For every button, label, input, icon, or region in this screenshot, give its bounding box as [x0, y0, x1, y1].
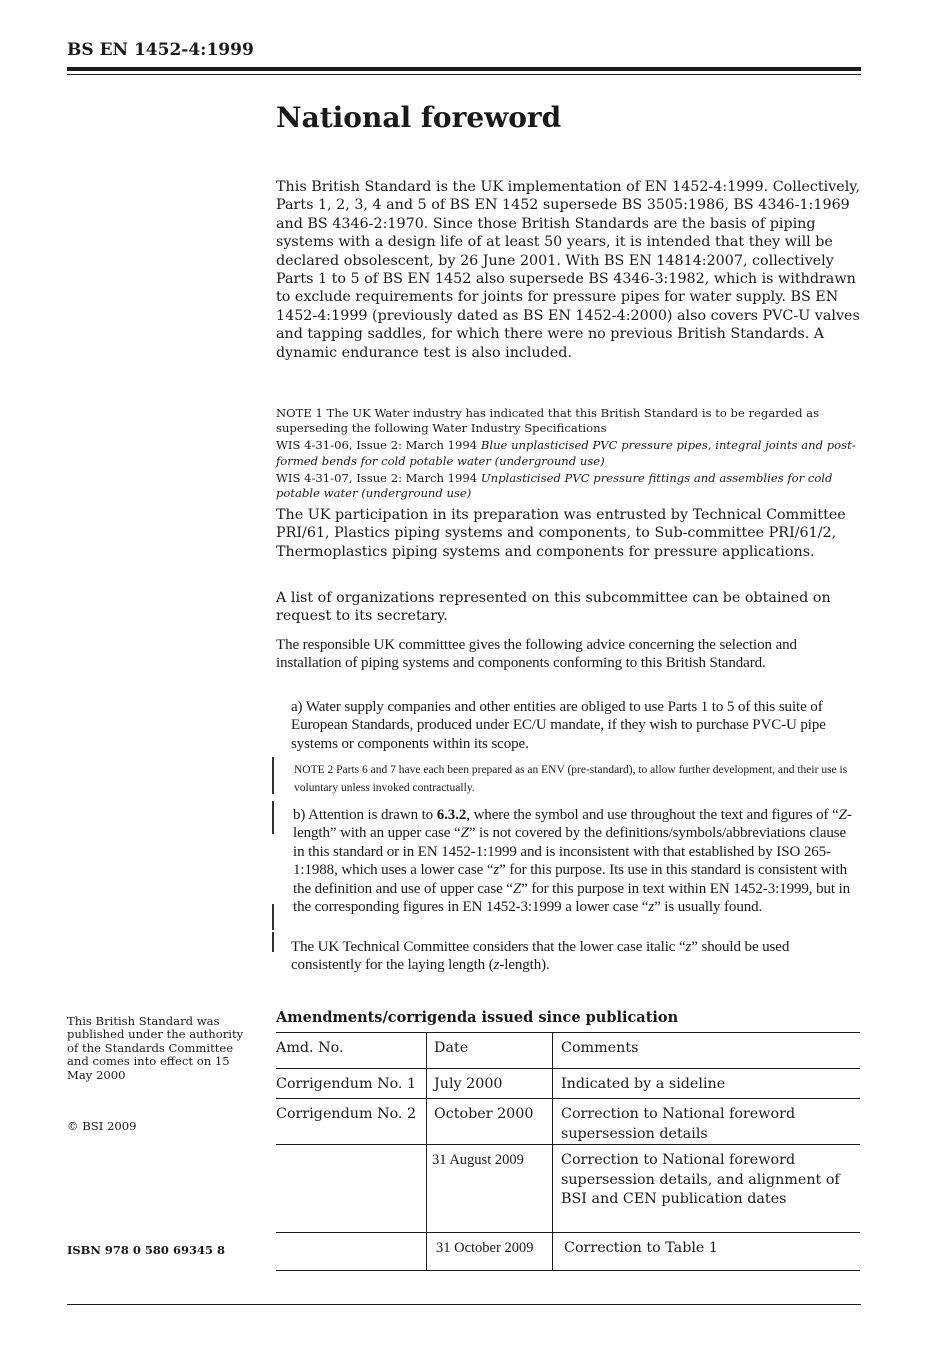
date-cell: 31 October 2009 — [427, 1233, 553, 1271]
publication-note: This British Standard was published under the authority of the Standards Committee and comes into effect on 15 May 2000 — [67, 1014, 244, 1082]
copyright: © BSI 2009 — [67, 1119, 137, 1133]
date-cell: October 2000 — [427, 1099, 553, 1145]
advice-block — [276, 636, 861, 673]
header-rule-thick — [67, 67, 861, 71]
wis1-entry — [276, 438, 861, 468]
amendments-title: Amendments/corrigenda issued since publication — [276, 1009, 679, 1026]
amd-cell: Corrigendum No. 2 — [276, 1099, 427, 1145]
wis2-entry — [276, 471, 861, 501]
item-b: b) Attention is drawn to 6.3.2, where the symbol and use throughout the text and figures of “Z-length” with an upper case “Z” is not covered by the definitions/symbols/abbreviations clause in this standard or in EN 1452-1:1999 and is inconsistent with that established by ISO 265-1:1988, which uses a lower case “z” for this purpose. Its use in this standard is consistent with the definition and use of upper case “Z” for this purpose in text within EN 1452-3:1999, but in the corresponding figures in EN 1452-3:1999 a lower case “z” is usually found. — [293, 807, 852, 916]
table-header-row — [276, 1033, 860, 1069]
sidebar-line — [272, 932, 274, 952]
organizations-paragraph: A list of organizations represented on this subcommittee can be obtained on request to its secretary. — [276, 590, 831, 625]
note1-block — [276, 406, 861, 501]
table-row — [276, 1069, 860, 1099]
intro-paragraph: This British Standard is the UK implementation of EN 1452-4:1999. Collectively, Parts 1, 2, 3, 4 and 5 of BS EN 1452 supersede BS 3505:1986, BS 4346-1:1969 and BS 4346-2:1970. Since those British Standards are the basis of piping systems with a design life of at least 50 years, it is intended that they will be declared obsolescent, by 26 June 2001. With BS EN 14814:2007, collectively Parts 1 to 5 of BS EN 1452 also supersede BS 4346-3:1982, which is withdrawn to exclude requirements for joints for pressure pipes for water supply. BS EN 1452-4:1999 (previously dated as BS EN 1452-4:2000) also covers PVC-U valves and tapping saddles, for which there were no previous British Standards. A dynamic endurance test is also included. — [276, 179, 861, 361]
header-amd-no: Amd. No. — [276, 1033, 427, 1069]
wis1-ref: WIS 4-31-06, Issue 2: March 1994 — [276, 438, 478, 453]
note2: NOTE 2 Parts 6 and 7 have each been prepared as an ENV (pre-standard), to allow further development, and their use is voluntary unless invoked contractually. — [294, 764, 848, 794]
participation-block — [276, 506, 861, 561]
wis2-ref: WIS 4-31-07, Issue 2: March 1994 — [276, 470, 478, 485]
sidebar-line — [272, 801, 274, 834]
document-header-id: BS EN 1452-4:1999 — [67, 40, 254, 60]
amd-cell — [276, 1145, 427, 1233]
table-row — [276, 1233, 860, 1271]
footer-rule — [67, 1304, 861, 1305]
participation-paragraph: The UK participation in its preparation was entrusted by Technical Committee PRI/61, Plastics piping systems and components, to Sub-committee PRI/61/2, Thermoplastics piping systems and components for pressure applications. — [276, 507, 846, 560]
organizations-block — [276, 589, 861, 626]
date-cell: July 2000 — [427, 1069, 553, 1099]
header-comments: Comments — [553, 1033, 861, 1069]
note2-block — [276, 762, 861, 797]
clause-ref: 6.3.2 — [436, 807, 467, 823]
comment-cell: Correction to National foreword supersession details, and alignment of BSI and CEN publication dates — [553, 1145, 861, 1233]
comment-cell: Correction to National foreword supersession details — [553, 1099, 861, 1145]
committee-note-block — [276, 938, 861, 975]
amd-cell: Corrigendum No. 1 — [276, 1069, 427, 1099]
comment-cell: Correction to Table 1 — [553, 1233, 861, 1271]
header-rule-thin — [67, 74, 861, 75]
committee-note: The UK Technical Committee considers that the lower case italic “z” should be used consistently for the laying length (z-length). — [291, 939, 790, 974]
amd-cell — [276, 1233, 427, 1271]
item-a: a) Water supply companies and other entities are obliged to use Parts 1 to 5 of this suite of European Standards, produced under EC/U mandate, if they wish to purchase PVC-U pipe systems or components within its scope. — [291, 699, 826, 752]
item-b-block — [276, 806, 861, 916]
table-row — [276, 1145, 860, 1233]
note1-text: NOTE 1 The UK Water industry has indicated that this British Standard is to be regarded as superseding the following Water Industry Specifications — [276, 406, 820, 436]
intro-paragraph-block — [276, 178, 861, 362]
amendments-table — [276, 1032, 860, 1271]
wis2-title: Unplasticised PVC pressure fittings and assemblies for cold potable water (underground use) — [276, 470, 833, 501]
sidebar-line — [272, 904, 274, 930]
isbn: ISBN 978 0 580 69345 8 — [67, 1243, 225, 1257]
header-date: Date — [427, 1033, 553, 1069]
item-a-block — [276, 698, 861, 753]
table-row — [276, 1099, 860, 1145]
page-title: National foreword — [276, 101, 562, 134]
sidebar-line — [272, 757, 274, 794]
advice-intro: The responsible UK committtee gives the following advice concerning the selection and installation of piping systems and components conforming to this British Standard. — [276, 637, 797, 672]
comment-cell: Indicated by a sideline — [553, 1069, 861, 1099]
wis1-title: Blue unplasticised PVC pressure pipes, integral joints and post-formed bends for cold potable water (underground use) — [276, 438, 856, 468]
date-cell: 31 August 2009 — [427, 1145, 553, 1233]
